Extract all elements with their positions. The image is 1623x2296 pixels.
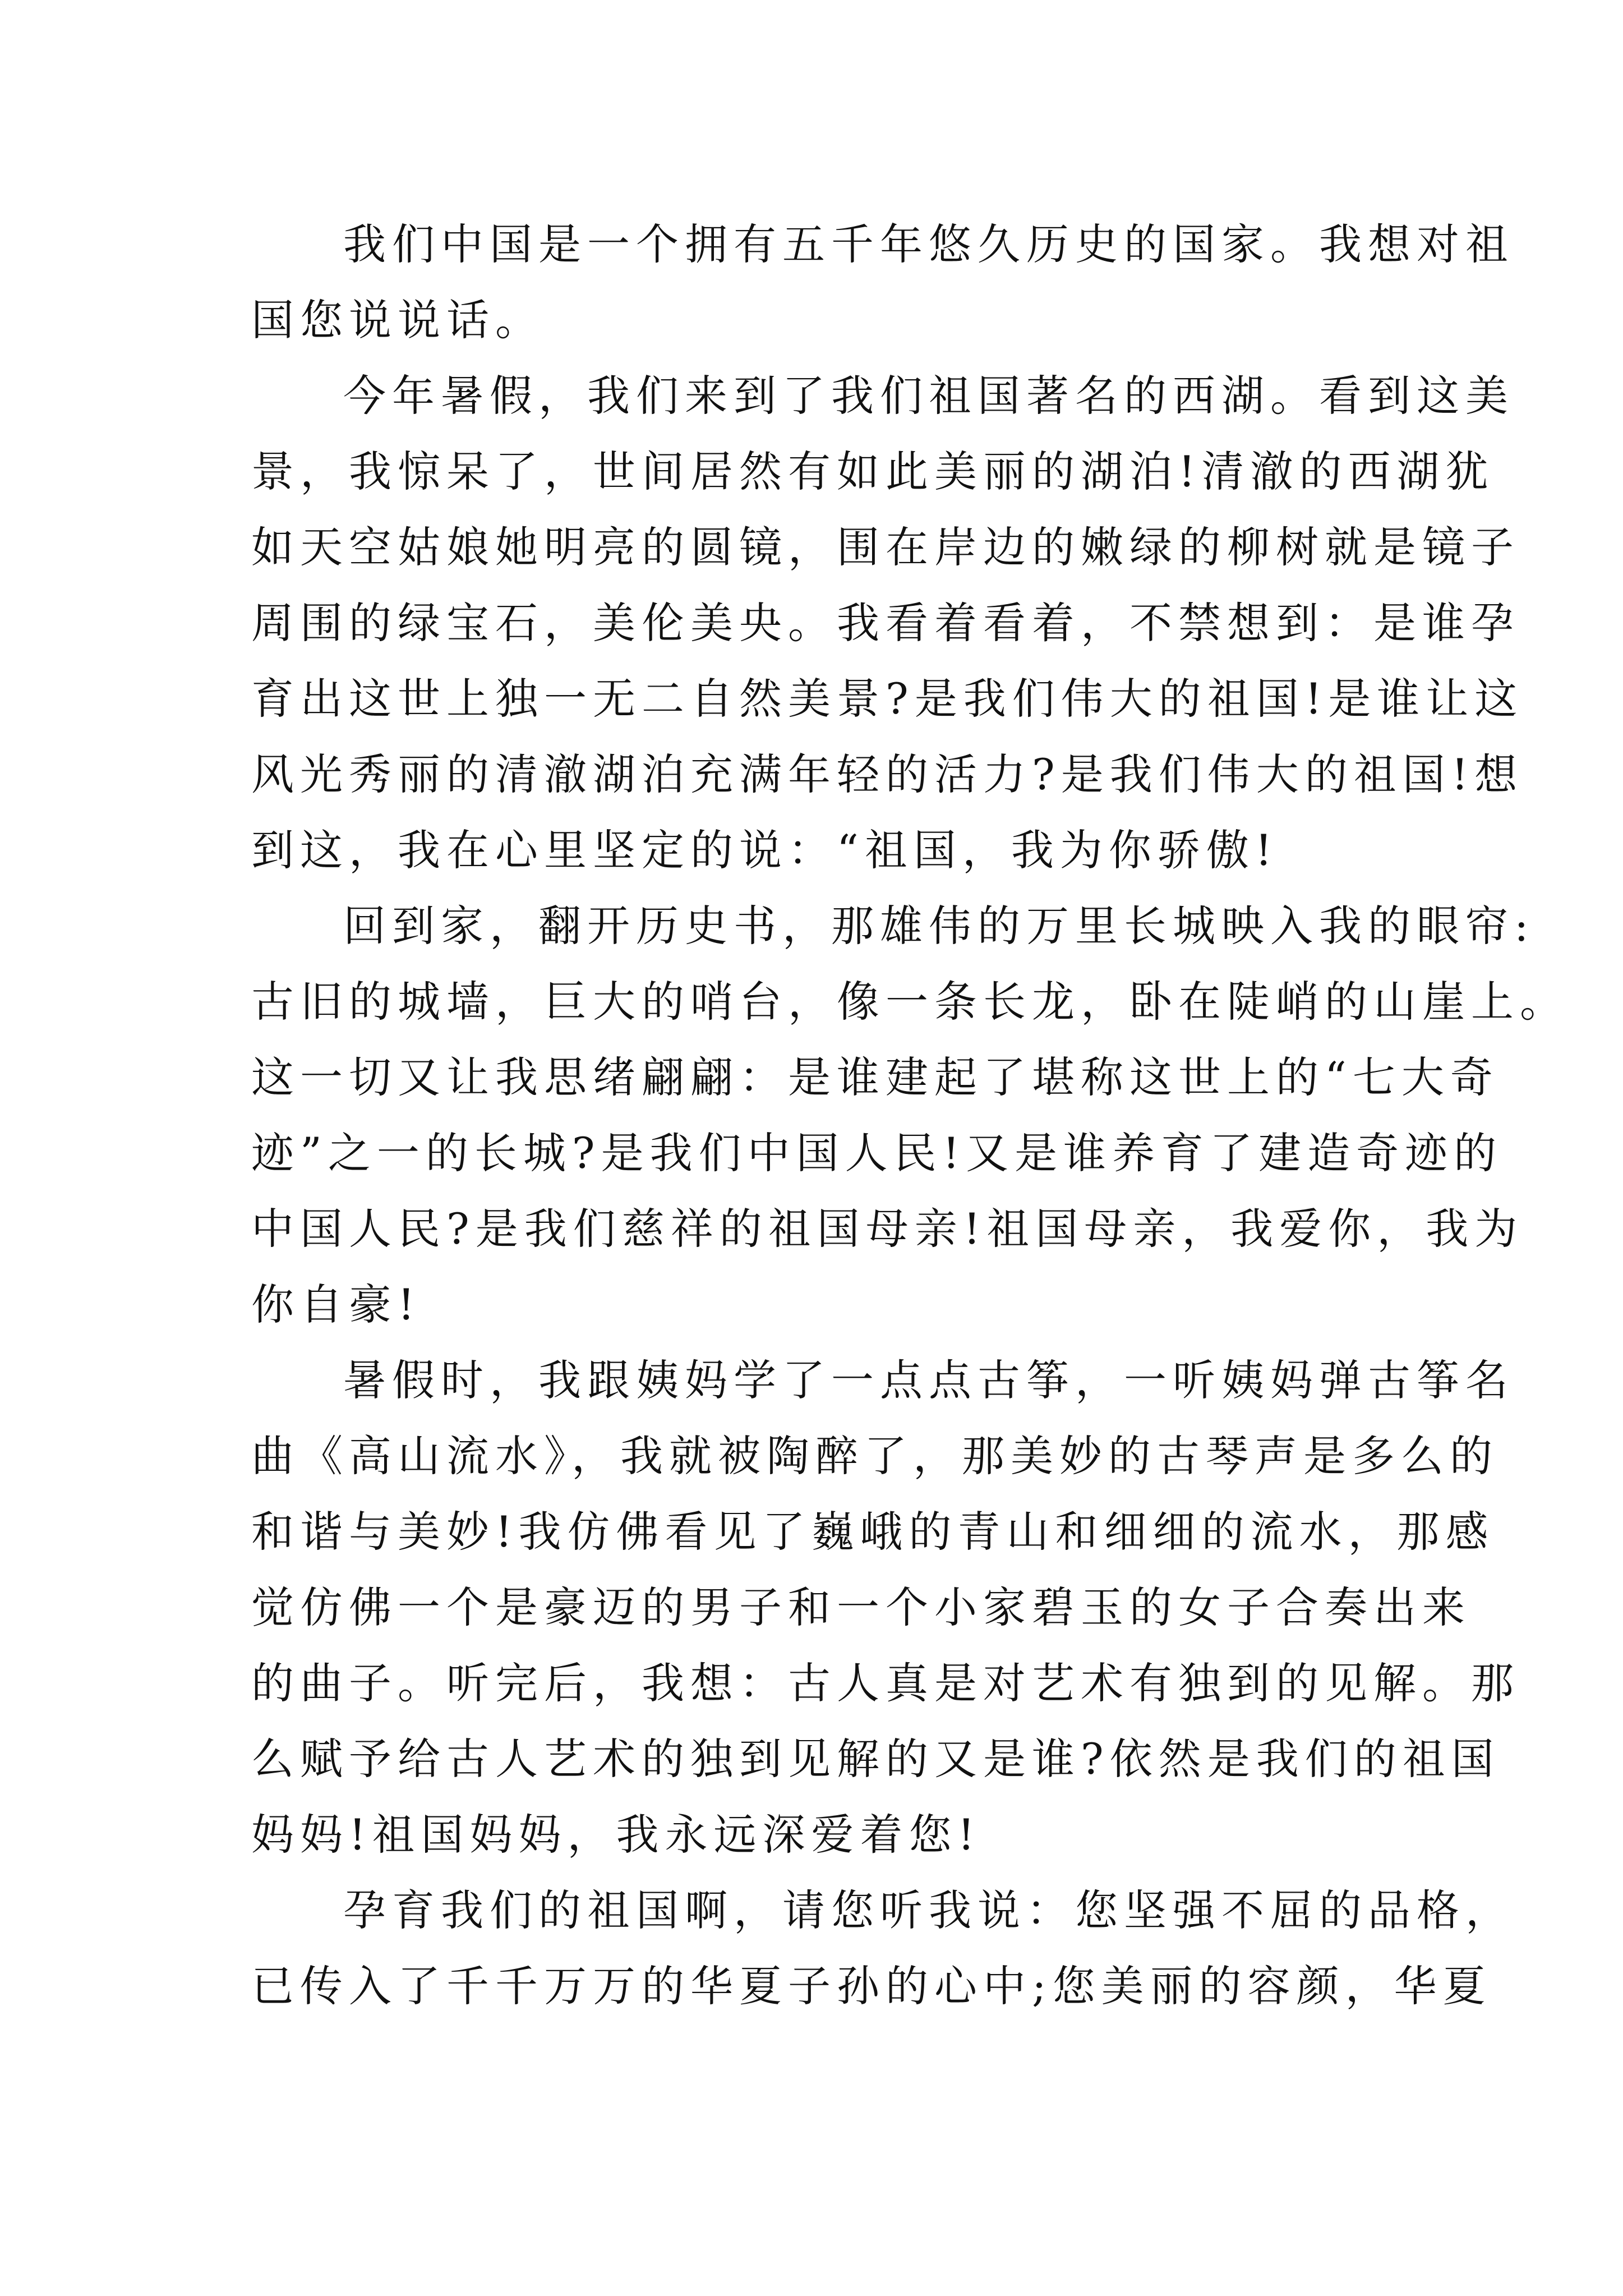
text-line: 周围的绿宝石，美伦美央。我看着看着，不禁想到：是谁孕 [251,598,1520,648]
text-line: 的曲子。听完后，我想：古人真是对艺术有独到的见解。那 [251,1658,1520,1708]
paragraph-2 [251,358,1524,888]
text-line: 今年暑假，我们来到了我们祖国著名的西湖。看到这美 [343,371,1514,421]
text-line: 中国人民?是我们慈祥的祖国母亲!祖国母亲，我爱你，我为 [251,1204,1524,1254]
text-line: 妈妈!祖国妈妈，我永远深爱着您! [251,1810,981,1860]
text-line: 育出这世上独一无二自然美景?是我们伟大的祖国!是谁让这 [251,674,1524,724]
text-line: 觉仿佛一个是豪迈的男子和一个小家碧玉的女子合奏出来 [251,1582,1471,1632]
essay-body [251,206,1569,2024]
text-line: 和谐与美妙!我仿佛看见了巍峨的青山和细细的流水，那感 [251,1507,1495,1557]
text-line: 这一切又让我思绪翩翩：是谁建起了堪称这世上的“七大奇 [251,1052,1499,1102]
paragraph-1 [251,206,1514,358]
text-line: 暑假时，我跟姨妈学了一点点古筝，一听姨妈弹古筝名 [343,1355,1514,1405]
text-line: 迹”之一的长城?是我们中国人民!又是谁养育了建造奇迹的 [251,1128,1503,1178]
text-line: 回到家，翻开历史书，那雄伟的万里长城映入我的眼帘: [343,901,1535,951]
text-line: 到这，我在心里坚定的说：“祖国，我为你骄傲! [251,825,1279,875]
text-line: 古旧的城墙，巨大的哨台，像一条长龙，卧在陡峭的山崖上。 [251,977,1569,1027]
text-line: 如天空姑娘她明亮的圆镜，围在岸边的嫩绿的柳树就是镜子 [251,522,1520,572]
text-line: 国您说说话。 [251,295,544,345]
text-line: 你自豪! [251,1280,421,1329]
text-line: 已传入了千千万万的华夏子孙的心中;您美丽的容颜，华夏 [251,1961,1492,2011]
text-line: 曲《高山流水》，我就被陶醉了，那美妙的古琴声是多么的 [251,1431,1498,1481]
text-line: 风光秀丽的清澈湖泊充满年轻的活力?是我们伟大的祖国!想 [251,749,1524,799]
paragraph-5 [251,1872,1514,2024]
text-line: 么赋予给古人艺术的独到见解的又是谁?依然是我们的祖国 [251,1734,1500,1784]
text-line: 我们中国是一个拥有五千年悠久历史的国家。我想对祖 [343,219,1514,269]
paragraph-4 [251,1342,1520,1872]
text-line: 景，我惊呆了，世间居然有如此美丽的湖泊!清澈的西湖犹 [251,447,1495,496]
paragraph-3 [251,888,1569,1342]
text-line: 孕育我们的祖国啊，请您听我说：您坚强不屈的品格， [343,1885,1514,1935]
